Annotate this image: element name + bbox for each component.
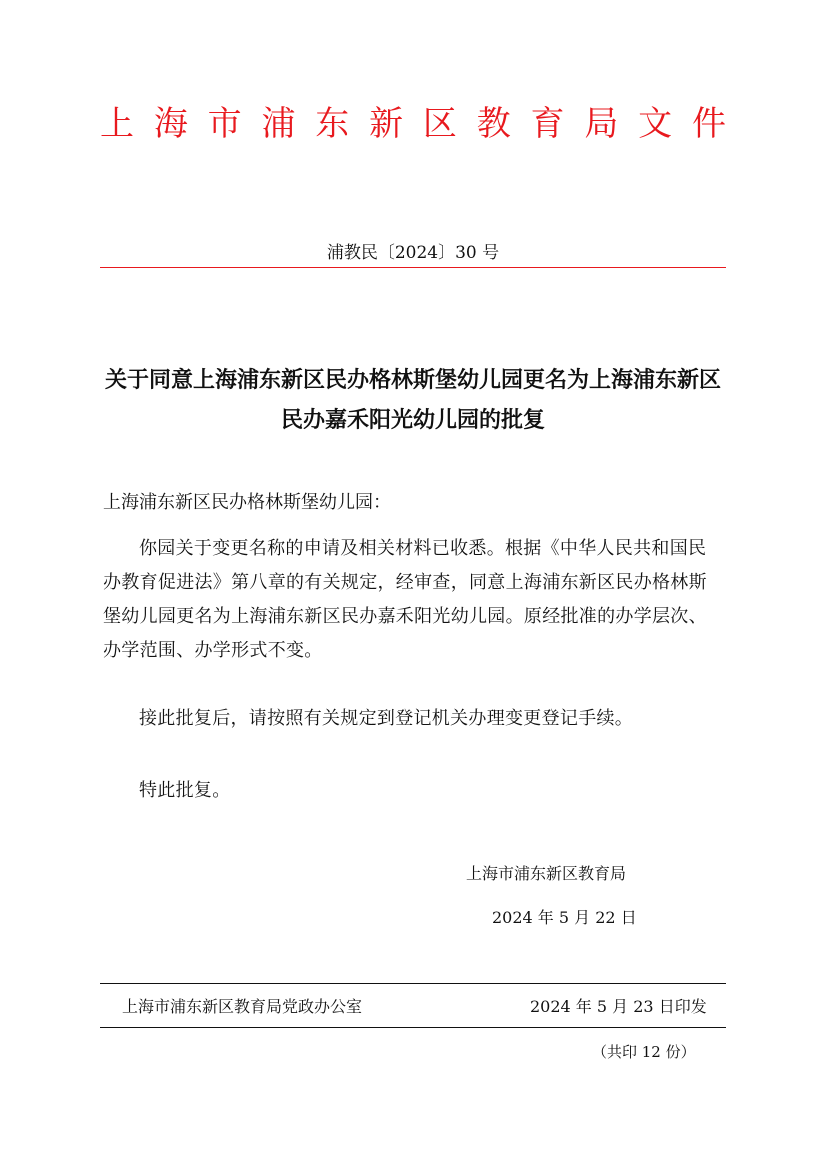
salutation: 上海浦东新区民办格林斯堡幼儿园： <box>103 492 391 513</box>
footer-bottom-line <box>100 1027 726 1028</box>
document-number: 浦教民〔2024〕30 号 <box>326 243 500 263</box>
body-paragraph-3: 特此批复。 <box>139 780 231 801</box>
footer-top-line <box>100 983 726 984</box>
header-char: 市 <box>207 104 242 144</box>
header-char: 件 <box>691 104 726 144</box>
header-char: 浦 <box>261 104 296 144</box>
body-paragraph-1: 你园关于变更名称的申请及相关材料已收悉。根据《中华人民共和国民办教育促进法》第八章的有关规定，经审查，同意上海浦东新区民办格林斯堡幼儿园更名为上海浦东新区民办嘉禾阳光幼儿园。原经批准的办学层次、办学范围、办学形式不变。 <box>103 538 707 661</box>
document-red-header <box>100 102 726 146</box>
header-char: 区 <box>422 104 457 144</box>
header-char: 上 <box>100 104 134 144</box>
signature-date: 2024 年 5 月 22 日 <box>492 908 637 927</box>
header-char: 教 <box>476 104 511 144</box>
signature-org: 上海市浦东新区教育局 <box>466 864 627 883</box>
footer-office: 上海市浦东新区教育局党政办公室 <box>122 997 363 1016</box>
body-paragraph-2: 接此批复后，请按照有关规定到登记机关办理变更登记手续。 <box>139 708 634 729</box>
copies-count: （共印 12 份） <box>592 1043 696 1061</box>
document-title: 关于同意上海浦东新区民办格林斯堡幼儿园更名为上海浦东新区民办嘉禾阳光幼儿园的批复 <box>104 367 721 433</box>
header-char: 文 <box>638 104 673 144</box>
header-char: 东 <box>315 104 350 144</box>
header-char: 新 <box>369 104 404 144</box>
header-char: 局 <box>584 104 619 144</box>
red-separator-line <box>100 267 726 268</box>
header-char: 育 <box>530 104 565 144</box>
header-char: 海 <box>153 104 188 144</box>
footer-print-date: 2024 年 5 月 23 日印发 <box>530 997 707 1016</box>
